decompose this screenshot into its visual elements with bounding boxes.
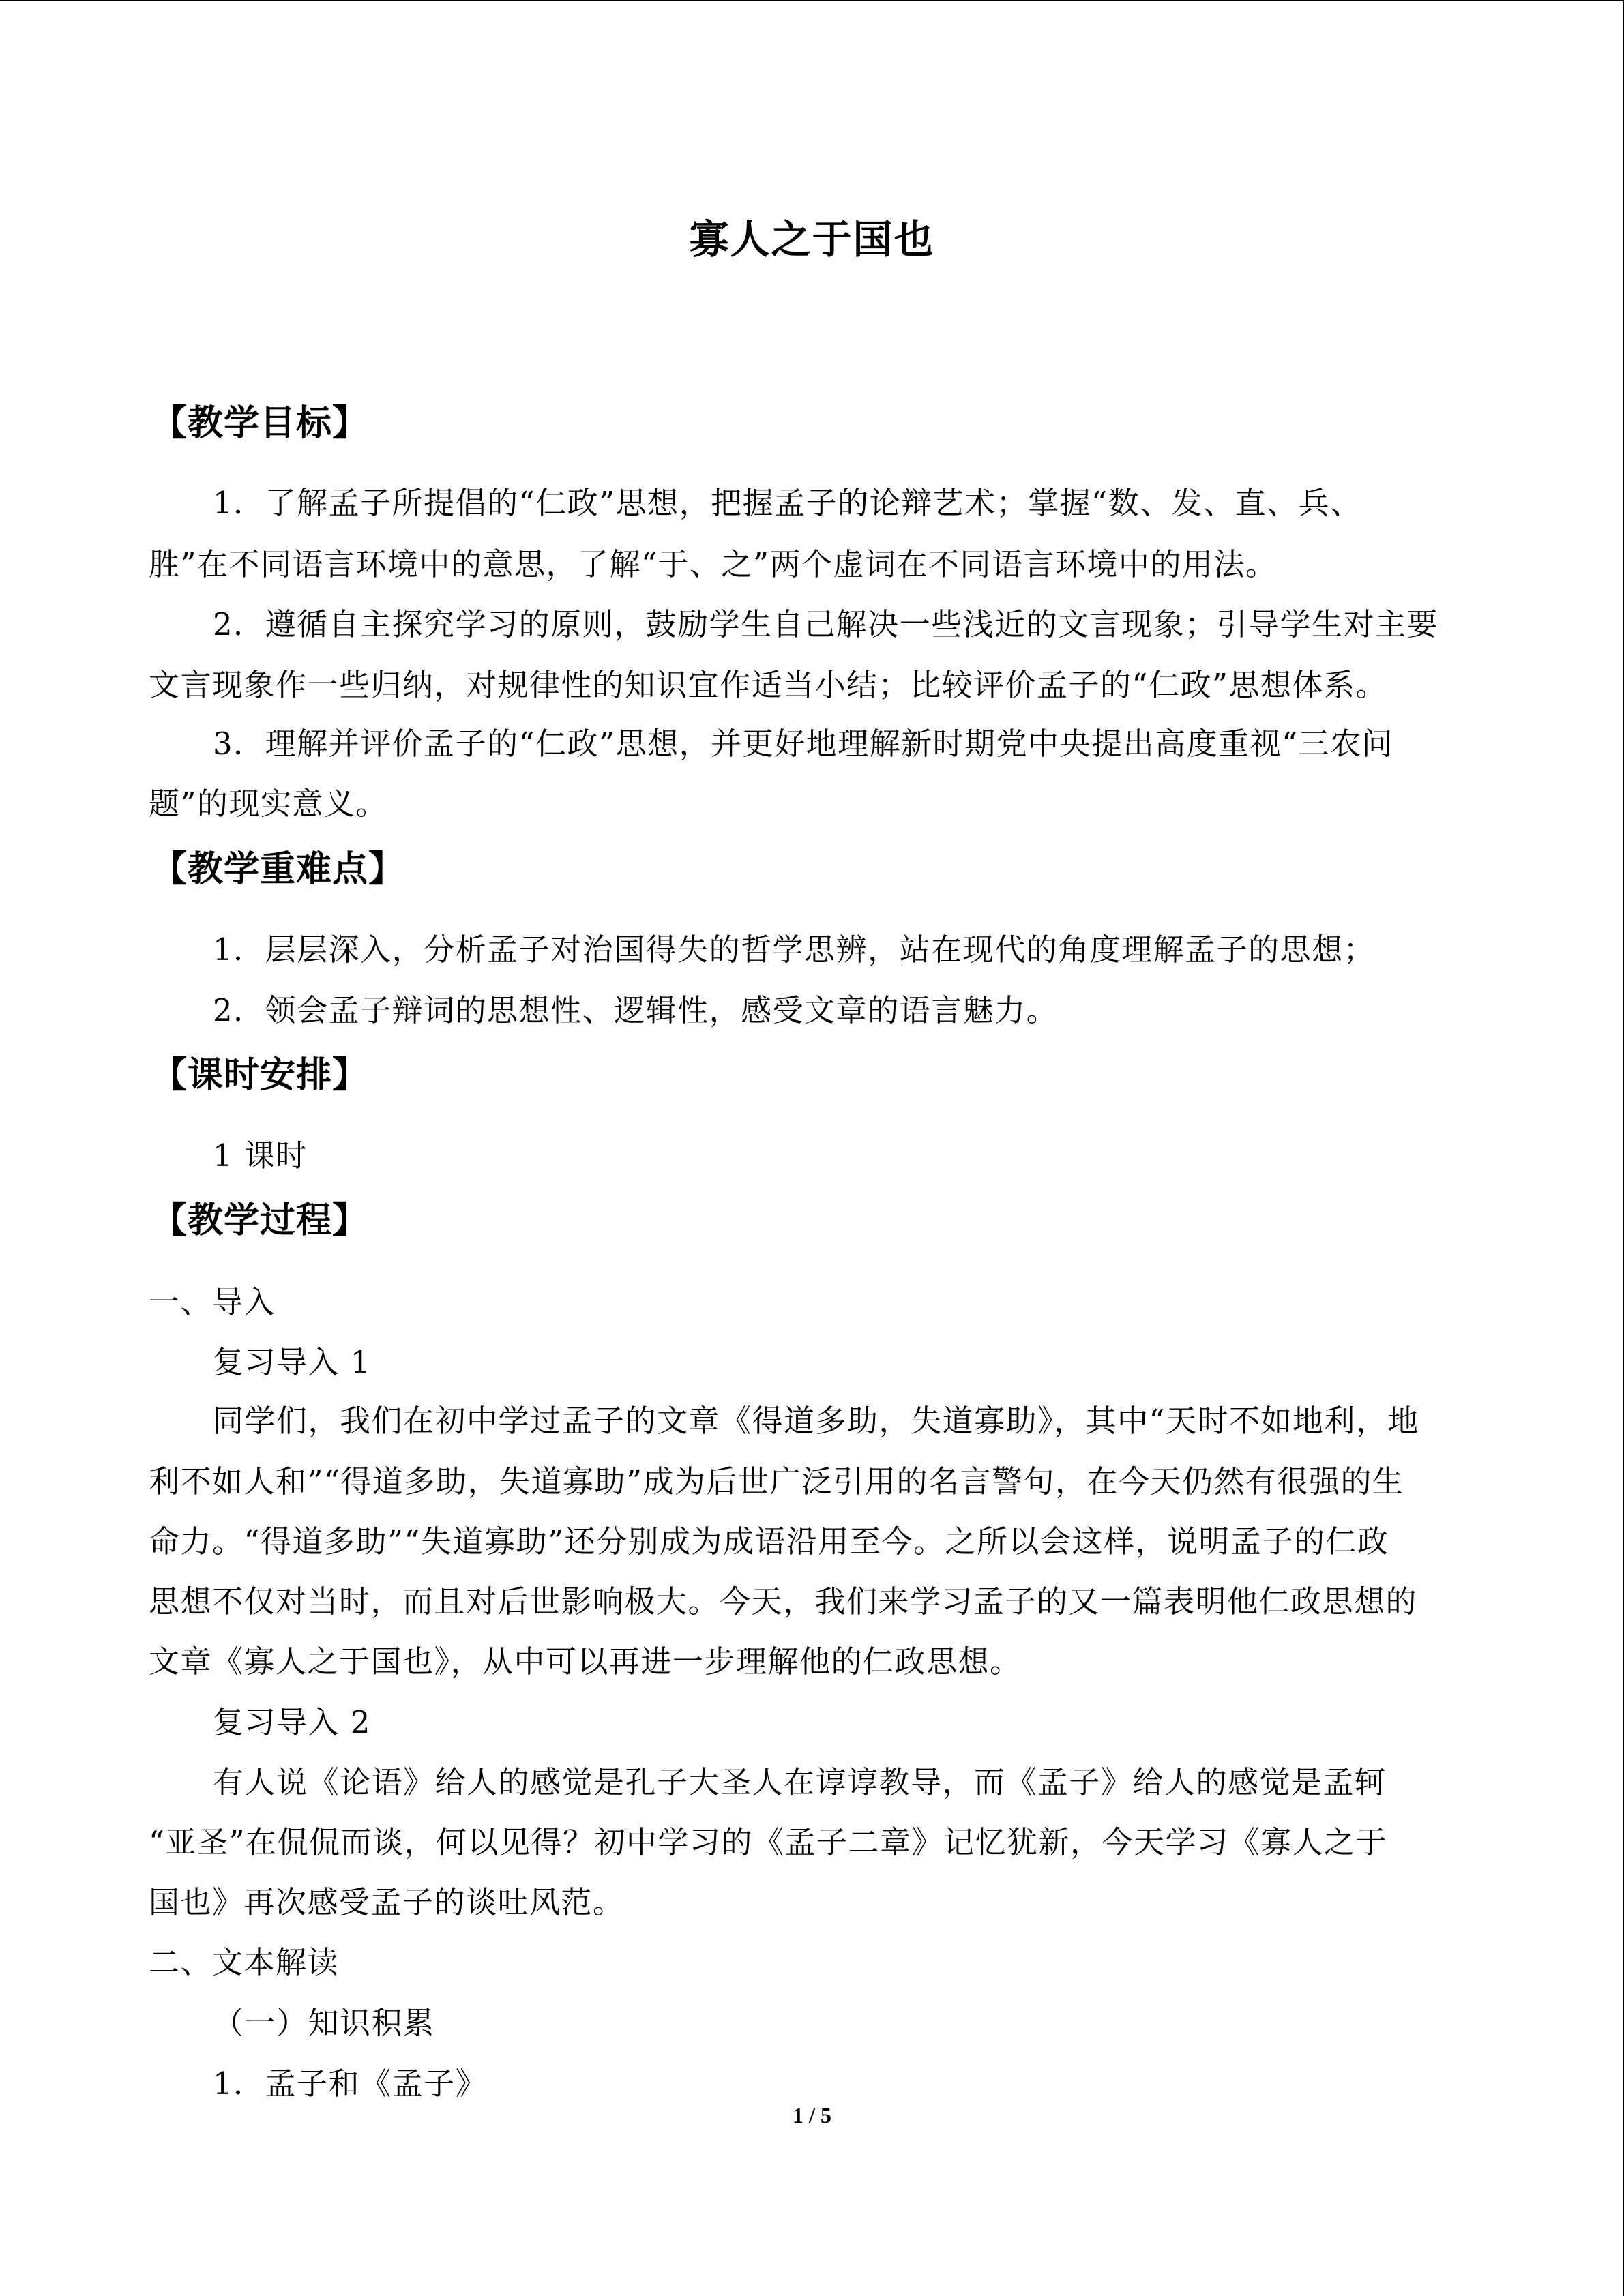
paragraph-line: 题”的现实意义。 xyxy=(149,786,388,822)
section-heading-goals: 【教学目标】 xyxy=(151,403,369,444)
subsection-heading: （一）知识积累 xyxy=(213,2005,435,2041)
paragraph-line: “亚圣”在侃侃而谈，何以见得？初中学习的《孟子二章》记忆犹新，今天学习《寡人之于 xyxy=(149,1824,1388,1860)
paragraph-line: 1．孟子和《孟子》 xyxy=(213,2066,488,2102)
paragraph-line: 3．理解并评价孟子的“仁政”思想，并更好地理解新时期党中央提出高度重视“三农问 xyxy=(213,726,1394,762)
paragraph-line: 胜”在不同语言环境中的意思，了解“于、之”两个虚词在不同语言环境中的用法。 xyxy=(149,546,1278,582)
section-heading-keypoints: 【教学重难点】 xyxy=(151,849,405,890)
paragraph-line: 文章《寡人之于国也》，从中可以再进一步理解他的仁政思想。 xyxy=(149,1643,1022,1680)
paragraph-line: 文言现象作一些归纳，对规律性的知识宜作适当小结；比较评价孟子的“仁政”思想体系。 xyxy=(149,667,1388,703)
paragraph-line: 2．遵循自主探究学习的原则，鼓励学生自己解决一些浅近的文言现象；引导学生对主要 xyxy=(213,606,1439,642)
paragraph-line: 国也》再次感受孟子的谈吐风范。 xyxy=(149,1884,625,1920)
paragraph-line: 1 课时 xyxy=(213,1137,308,1174)
paragraph-line: 利不如人和”“得道多助，失道寡助”成为后世广泛引用的名言警句，在今天仍然有很强的生 xyxy=(149,1463,1404,1500)
page-number: 1 / 5 xyxy=(793,2103,831,2128)
section-heading-process: 【教学过程】 xyxy=(151,1200,369,1241)
paragraph-line: 同学们，我们在初中学过孟子的文章《得道多助，失道寡助》，其中“天时不如地利，地 xyxy=(213,1403,1420,1439)
page-title: 寡人之于国也 xyxy=(689,216,935,263)
paragraph-line: 命力。“得道多助”“失道寡助”还分别成为成语沿用至今。之所以会这样，说明孟子的仁政 xyxy=(149,1523,1389,1560)
subsection-heading: 二、文本解读 xyxy=(149,1944,340,1980)
paragraph-line: 有人说《论语》给人的感觉是孔子大圣人在谆谆教导，而《孟子》给人的感觉是孟轲 xyxy=(213,1764,1387,1800)
paragraph-line: 复习导入 2 xyxy=(213,1704,371,1740)
paragraph-line: 2．领会孟子辩词的思想性、逻辑性，感受文章的语言魅力。 xyxy=(213,992,1059,1028)
paragraph-line: 思想不仅对当时，而且对后世影响极大。今天，我们来学习孟子的又一篇表明他仁政思想的 xyxy=(149,1583,1418,1620)
paragraph-line: 复习导入 1 xyxy=(213,1344,371,1380)
paragraph-line: 1．层层深入，分析孟子对治国得失的哲学思辨，站在现代的角度理解孟子的思想； xyxy=(213,931,1376,968)
paragraph-line: 1．了解孟子所提倡的“仁政”思想，把握孟子的论辩艺术；掌握“数、发、直、兵、 xyxy=(213,485,1362,521)
section-heading-schedule: 【课时安排】 xyxy=(151,1055,369,1096)
subsection-heading: 一、导入 xyxy=(149,1284,276,1320)
